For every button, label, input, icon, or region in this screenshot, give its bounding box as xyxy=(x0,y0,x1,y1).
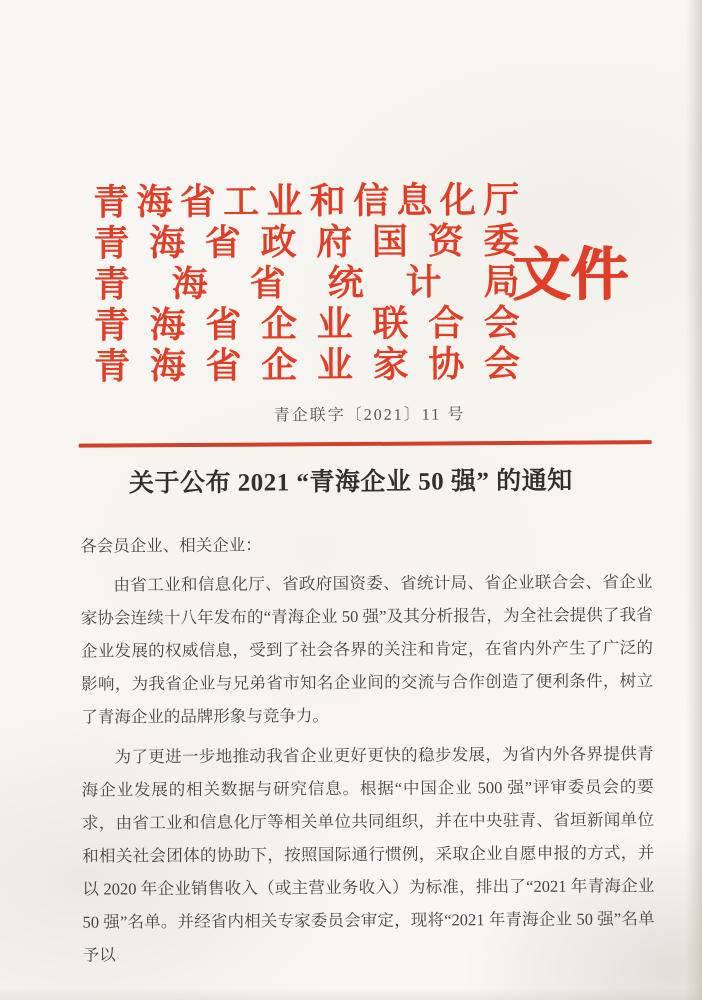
issuer-list xyxy=(93,180,520,388)
reference-number: 青企联字〔2021〕11 号 xyxy=(273,406,466,425)
red-divider xyxy=(79,440,652,448)
document-type-label: 文件 xyxy=(512,242,629,309)
issuer-line: 青 海 省 企 业 联 合 会 xyxy=(93,302,520,346)
issuer-line: 青 海 省 政 府 国 资 委 xyxy=(93,220,520,264)
document-title: 关于公布 2021 “青海企业 50 强” 的通知 xyxy=(128,467,573,498)
letterhead xyxy=(0,0,699,387)
body-paragraph: 为了更进一步地推动我省企业更好更快的稳步发展，为省内外各界提供青海企业发展的相关数据与研究信息。根据“中国企业 500 强”评审委员会的要求，由省工业和信息化厅等相关单位共同组织，并在中央驻青、省垣新闻单位和相关社会团体的协助下，按照国际通行惯例，采取企业自愿申报的方式，并以 2020 年企业销售收入（或主营业务收入）为标准，排出了“2021 年青海企业 50 强”名单。并经省内相关专家委员会审定，现将“2021 年青海企业 50 强”名单予以 xyxy=(81,744,655,965)
body-paragraph: 由省工业和信息化厅、省政府国资委、省统计局、省企业联合会、省企业家协会连续十八年发布的“青海企业 50 强”及其分析报告，为全社会提供了我省企业发展的权威信息，受到了社会各界的关注和肯定，在省内外产生了广泛的影响，为我省企业与兄弟省市知名企业间的交流与合作创造了便利条件，树立了青海企业的品牌形象与竞争力。 xyxy=(80,572,654,727)
issuer-line: 青 海 省 企 业 家 协 会 xyxy=(94,343,521,387)
salutation: 各会员企业、相关企业： xyxy=(80,535,262,556)
issuer-line: 青 海 省 工 业 和 信 息 化 厅 xyxy=(93,179,520,223)
document-body xyxy=(80,526,655,971)
issuer-line: 青 海 省 统 计 局 xyxy=(93,261,520,305)
